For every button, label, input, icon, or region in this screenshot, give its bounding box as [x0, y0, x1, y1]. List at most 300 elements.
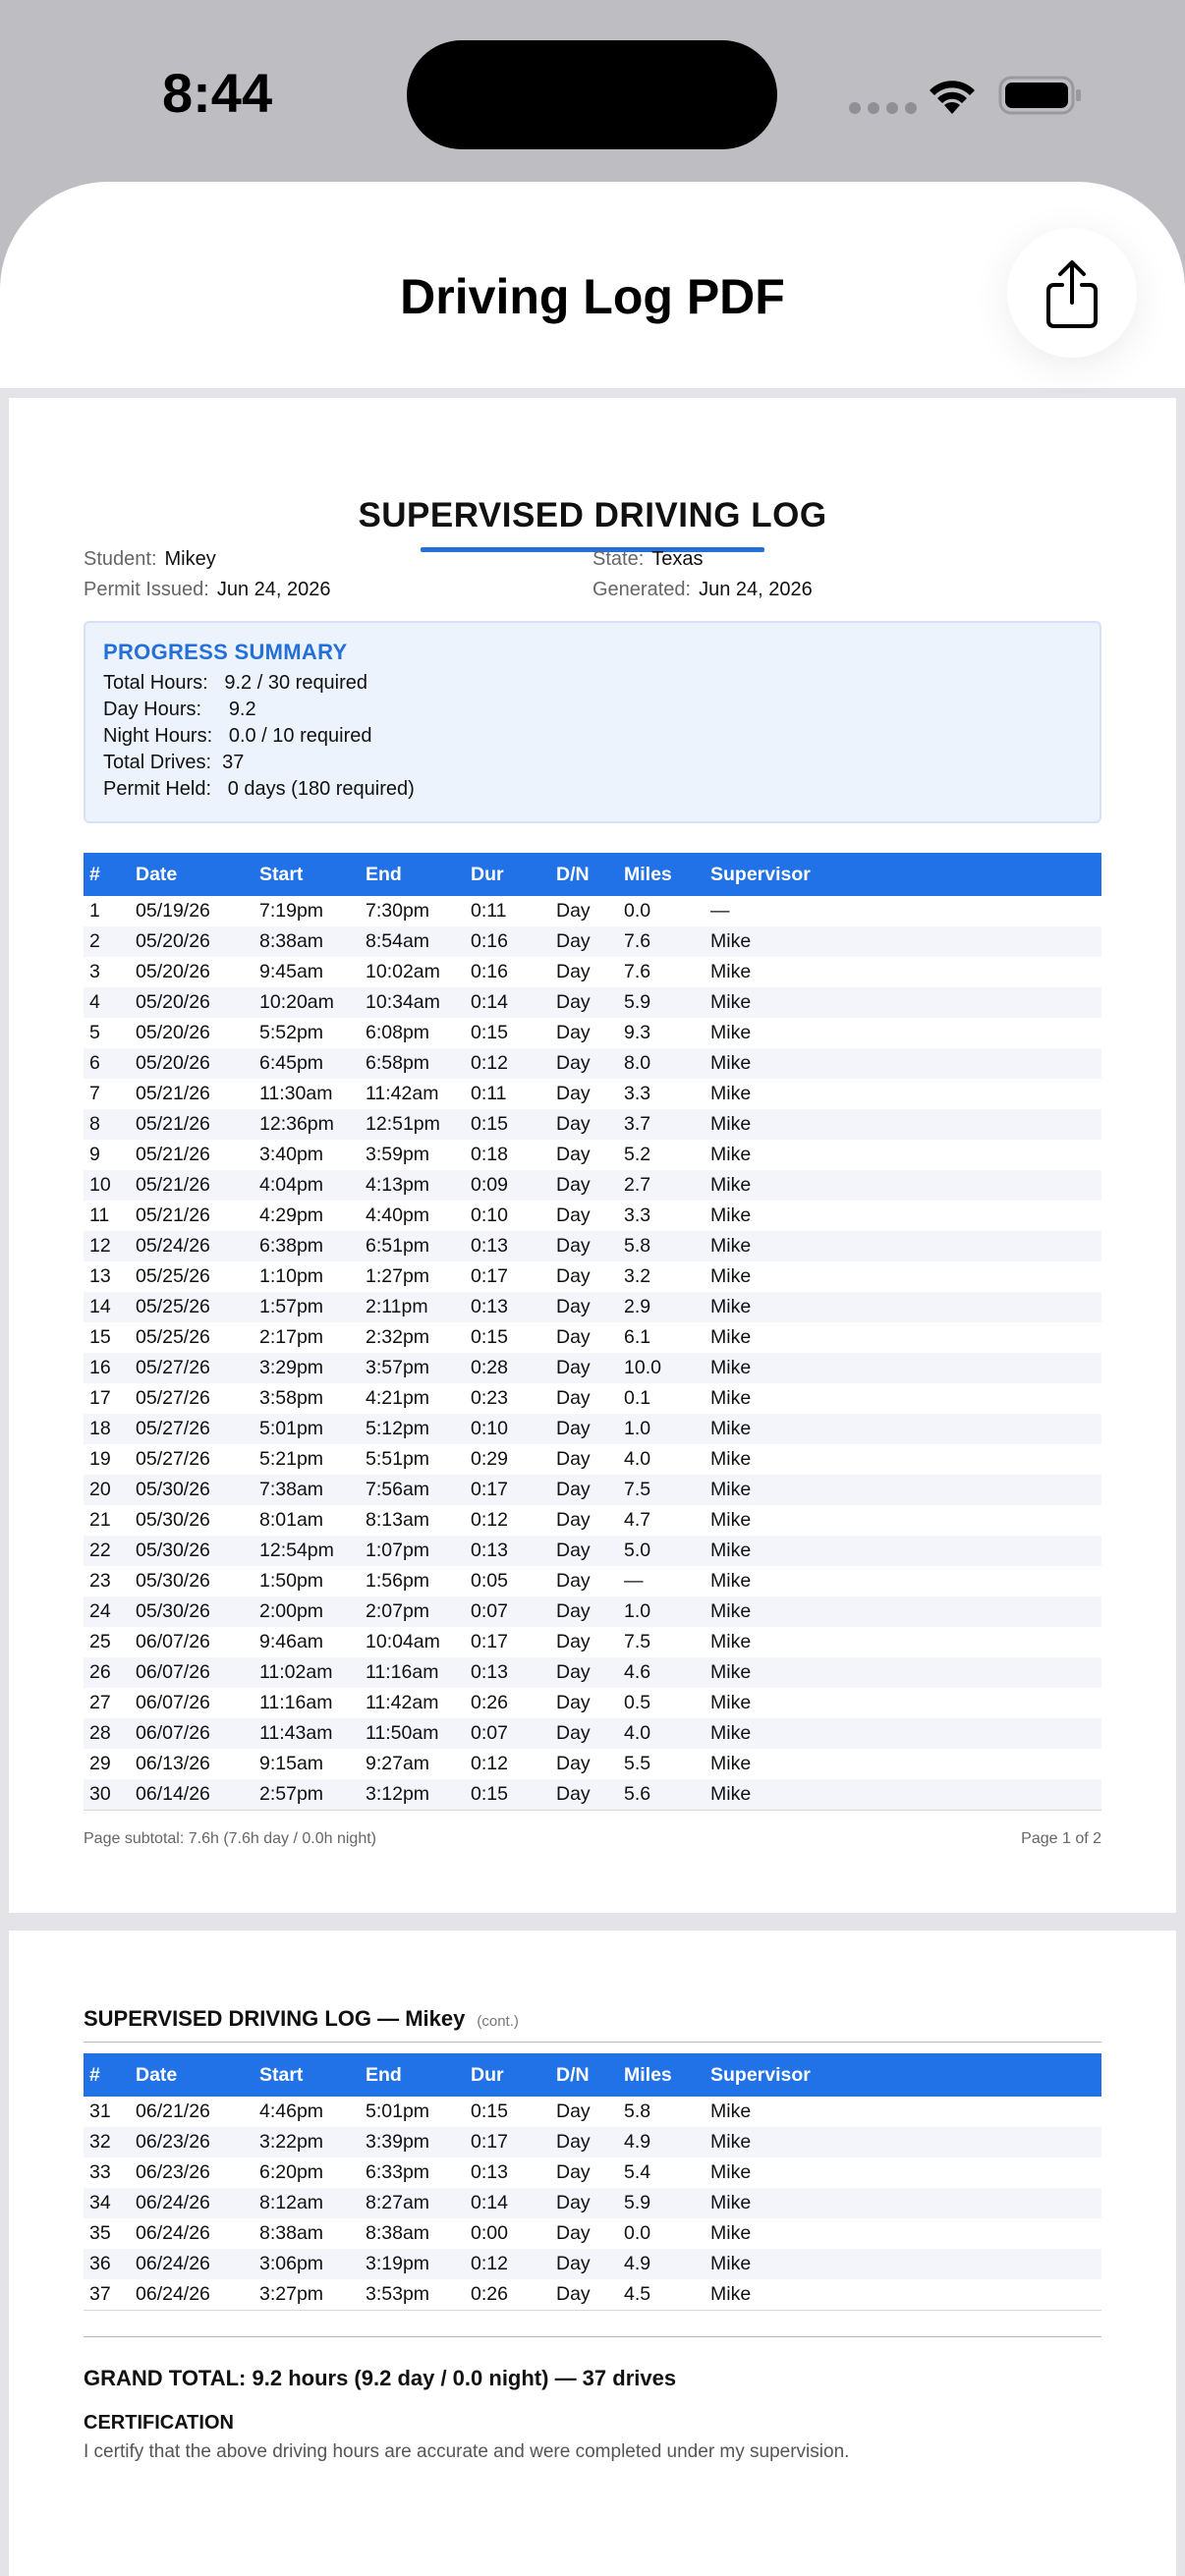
table-row [84, 987, 1101, 1018]
table-cell: 0:10 [471, 1418, 508, 1439]
column-header: D/N [556, 863, 590, 885]
table-cell: 5 [89, 1022, 100, 1043]
table-row [84, 1201, 1101, 1231]
table-cell: 05/20/26 [136, 961, 210, 982]
table-cell: 9.3 [624, 1022, 651, 1043]
table-cell: 0:15 [471, 1779, 556, 1810]
table-cell: 15 [89, 1326, 111, 1348]
table-cell: 05/25/26 [136, 1326, 210, 1348]
table-cell: 05/27/26 [136, 1357, 210, 1378]
summary-total-drives: Total Drives: 37 [103, 752, 245, 773]
meta-label: Student: [84, 548, 157, 570]
column-header: # [89, 2063, 100, 2086]
certification-text: I certify that the above driving hours are accurate and were completed under my supervision. [84, 2441, 850, 2462]
table-cell: Day [556, 1722, 591, 1744]
table-cell: Day [556, 1204, 591, 1226]
table-cell: Mike [710, 1113, 752, 1135]
table-cell: 4.9 [624, 2131, 651, 2153]
table-cell: 06/23/26 [136, 2131, 210, 2153]
table-cell: Mike [710, 1326, 752, 1348]
table-row [84, 1261, 1101, 1292]
table-cell: 5.6 [624, 1779, 710, 1810]
table-cell: Day [556, 1265, 591, 1287]
summary-permit-held: Permit Held: 0 days (180 required) [103, 778, 415, 800]
table-cell: 06/24/26 [136, 2222, 210, 2244]
meta-value: Mikey [164, 548, 216, 570]
table-cell: Day [556, 1022, 591, 1043]
divider [84, 2042, 1101, 2043]
table-row [84, 1627, 1101, 1657]
table-cell: 7:30pm [366, 900, 430, 922]
table-cell: 12:51pm [366, 1113, 440, 1135]
table-cell: 05/21/26 [136, 1113, 210, 1135]
table-row [84, 1688, 1101, 1718]
table-cell: 2 [89, 930, 100, 952]
table-cell: 12:54pm [259, 1540, 334, 1561]
table-cell: 06/24/26 [136, 2192, 210, 2213]
table-cell: 4.9 [624, 2253, 651, 2274]
table-cell: Day [556, 1779, 624, 1810]
table-cell: 4.5 [624, 2279, 710, 2310]
table-cell: 0:13 [471, 1661, 508, 1683]
drive-log-table-page1 [84, 853, 1101, 1811]
table-cell: 05/30/26 [136, 1479, 210, 1500]
table-cell: Mike [710, 1296, 752, 1317]
table-cell: 2:17pm [259, 1326, 324, 1348]
table-cell: Day [556, 1296, 591, 1317]
table-cell: 0:26 [471, 1692, 508, 1713]
table-cell: 05/20/26 [136, 1022, 210, 1043]
table-row [84, 1779, 1101, 1810]
table-cell: 25 [89, 1631, 111, 1652]
table-cell: 5.0 [624, 1540, 651, 1561]
table-cell: 0:07 [471, 1722, 508, 1744]
table-cell: 1.0 [624, 1600, 651, 1622]
table-cell: Day [556, 2100, 591, 2122]
table-cell: 05/30/26 [136, 1600, 210, 1622]
table-cell: 8:13am [366, 1509, 430, 1531]
table-cell: 24 [89, 1600, 111, 1622]
table-cell: 0:17 [471, 1265, 508, 1287]
table-cell: 05/20/26 [136, 930, 210, 952]
table-cell: 16 [89, 1357, 111, 1378]
meta-label: Generated: [592, 579, 692, 600]
table-cell: 3.3 [624, 1083, 651, 1104]
table-cell: 0:13 [471, 1235, 508, 1257]
table-cell: 05/20/26 [136, 991, 210, 1013]
table-row [84, 926, 1101, 957]
table-cell: 10:02am [366, 961, 440, 982]
table-row [84, 1718, 1101, 1749]
table-row [84, 1231, 1101, 1261]
meta-value: Texas [651, 548, 704, 570]
table-cell: 21 [89, 1509, 111, 1531]
table-cell: 7:19pm [259, 900, 324, 922]
table-row [84, 1018, 1101, 1048]
divider [84, 2336, 1101, 2337]
table-cell: 8.0 [624, 1052, 651, 1074]
column-header: Supervisor [710, 863, 811, 885]
table-cell: Mike [710, 1540, 752, 1561]
table-cell: 2:00pm [259, 1600, 324, 1622]
table-cell: Mike [710, 1357, 752, 1378]
table-cell: 9:45am [259, 961, 324, 982]
table-cell: 05/25/26 [136, 1296, 210, 1317]
table-cell: 6:08pm [366, 1022, 430, 1043]
table-row [84, 2279, 1101, 2310]
table-cell: Mike [710, 2279, 1101, 2310]
table-cell: 05/25/26 [136, 1265, 210, 1287]
table-cell: Mike [710, 2161, 752, 2183]
table-cell: 28 [89, 1722, 111, 1744]
table-cell: 4:13pm [366, 1174, 430, 1196]
table-row [84, 1749, 1101, 1779]
table-cell: 8:01am [259, 1509, 324, 1531]
table-cell: Mike [710, 2222, 752, 2244]
table-row [84, 1353, 1101, 1383]
table-cell: 8:12am [259, 2192, 324, 2213]
table-cell: 3:40pm [259, 1144, 324, 1165]
table-cell: 8:54am [366, 930, 430, 952]
meta-value: Jun 24, 2026 [699, 579, 813, 600]
table-cell: Mike [710, 2100, 752, 2122]
table-cell: 1:57pm [259, 1296, 324, 1317]
table-cell: 11 [89, 1204, 110, 1226]
table-row [84, 2097, 1101, 2127]
table-cell: 05/21/26 [136, 1204, 210, 1226]
table-cell: 4:21pm [366, 1387, 430, 1409]
table-cell: Day [556, 1326, 591, 1348]
column-header: End [366, 863, 402, 885]
column-header: Miles [624, 863, 672, 885]
table-cell: 11:02am [259, 1661, 333, 1683]
table-cell: Mike [710, 1144, 752, 1165]
table-row [84, 1383, 1101, 1414]
table-cell: 3:57pm [366, 1357, 430, 1378]
table-cell: Mike [710, 961, 752, 982]
table-cell: 27 [89, 1692, 111, 1713]
table-row [84, 1079, 1101, 1109]
table-cell: 20 [89, 1479, 111, 1500]
table-cell: 6:33pm [366, 2161, 430, 2183]
table-cell: 1.0 [624, 1418, 651, 1439]
table-cell: 5.4 [624, 2161, 651, 2183]
table-row [84, 1140, 1101, 1170]
column-header: Supervisor [710, 2063, 811, 2086]
table-cell: 0:14 [471, 991, 508, 1013]
nav-title: Driving Log PDF [400, 269, 785, 324]
table-cell: Mike [710, 1570, 752, 1592]
table-cell: 30 [84, 1779, 136, 1810]
document-title: SUPERVISED DRIVING LOG [358, 496, 827, 534]
page2-title-text: SUPERVISED DRIVING LOG — Mikey [84, 2006, 466, 2031]
table-row [84, 2127, 1101, 2157]
table-cell: 0:17 [471, 1479, 508, 1500]
table-cell: 26 [89, 1661, 111, 1683]
column-header: End [366, 2063, 402, 2086]
table-cell: 5:51pm [366, 1448, 430, 1470]
table-cell: Mike [710, 1235, 752, 1257]
column-header: Dur [471, 2063, 504, 2086]
table-cell: 3:58pm [259, 1387, 324, 1409]
table-cell: Mike [710, 1661, 752, 1683]
table-cell: 7:38am [259, 1479, 324, 1500]
column-header: Miles [624, 2063, 672, 2086]
table-row [84, 1414, 1101, 1444]
table-cell: 6 [89, 1052, 100, 1074]
column-header: Date [136, 863, 178, 885]
table-cell: 05/27/26 [136, 1448, 210, 1470]
table-cell: 0:15 [471, 1326, 508, 1348]
column-header: Start [259, 2063, 304, 2086]
table-cell: 3:12pm [366, 1779, 471, 1810]
table-cell: Day [556, 2161, 591, 2183]
table-cell: 0.5 [624, 1692, 651, 1713]
table-cell: 0:29 [471, 1448, 508, 1470]
table-cell: 0.0 [624, 900, 651, 922]
table-cell: Mike [710, 1722, 752, 1744]
meta-generated [592, 579, 813, 601]
table-cell: Mike [710, 1022, 752, 1043]
table-cell: 05/21/26 [136, 1083, 210, 1104]
table-cell: 10 [89, 1174, 111, 1196]
table-cell: Mike [710, 1753, 752, 1774]
table-cell: Mike [710, 1204, 752, 1226]
table-cell: 14 [89, 1296, 111, 1317]
table-cell: 0:18 [471, 1144, 508, 1165]
table-cell: Mike [710, 1692, 752, 1713]
table-cell: 0:17 [471, 1631, 508, 1652]
table-cell: 34 [89, 2192, 111, 2213]
table-cell: 7.5 [624, 1631, 651, 1652]
table-cell: 7.6 [624, 930, 651, 952]
table-cell: Day [556, 1052, 591, 1074]
table-cell: 0:15 [471, 1022, 508, 1043]
table-cell: 33 [89, 2161, 111, 2183]
table-row [84, 1109, 1101, 1140]
table-cell: Mike [710, 1600, 752, 1622]
table-header-row [84, 2053, 1101, 2097]
table-header-row [84, 853, 1101, 896]
table-cell: Day [556, 1600, 591, 1622]
table-cell: Day [556, 961, 591, 982]
page2-cont-label: (cont.) [477, 2013, 519, 2030]
table-cell: 13 [89, 1265, 111, 1287]
table-cell: 5:01pm [259, 1418, 324, 1439]
table-cell: 0:23 [471, 1387, 508, 1409]
table-cell: 5.9 [624, 991, 651, 1013]
table-cell: 9:27am [366, 1753, 430, 1774]
table-cell: 0:13 [471, 2161, 508, 2183]
table-cell: 7.5 [624, 1479, 651, 1500]
table-cell: 0:26 [471, 2279, 556, 2310]
table-cell: 11:30am [259, 1083, 333, 1104]
table-cell: Day [556, 1661, 591, 1683]
table-cell: 3:59pm [366, 1144, 430, 1165]
certification-heading: CERTIFICATION [84, 2412, 234, 2434]
table-cell: 6:58pm [366, 1052, 430, 1074]
table-row [84, 1322, 1101, 1353]
table-row [84, 896, 1101, 926]
table-cell: 31 [89, 2100, 111, 2122]
summary-day-hours: Day Hours: 9.2 [103, 699, 256, 720]
table-cell: 06/24/26 [136, 2253, 210, 2274]
table-cell: 4:40pm [366, 1204, 430, 1226]
table-cell: 0:16 [471, 930, 508, 952]
table-cell: 0:12 [471, 2253, 508, 2274]
table-cell: 06/07/26 [136, 1692, 210, 1713]
table-cell: 05/21/26 [136, 1144, 210, 1165]
table-cell: 3 [89, 961, 100, 982]
table-cell: 3:27pm [259, 2279, 366, 2310]
table-cell: 5.9 [624, 2192, 651, 2213]
table-cell: 3:53pm [366, 2279, 471, 2310]
table-cell: 05/30/26 [136, 1540, 210, 1561]
table-cell: 0:28 [471, 1357, 508, 1378]
table-cell: 0.1 [624, 1387, 651, 1409]
table-cell: 4.0 [624, 1448, 651, 1470]
table-cell: 1:27pm [366, 1265, 430, 1287]
table-cell: 0:12 [471, 1052, 508, 1074]
table-cell: 10.0 [624, 1357, 661, 1378]
table-cell: 3.7 [624, 1113, 651, 1135]
summary-night-hours: Night Hours: 0.0 / 10 required [103, 725, 372, 747]
wifi-icon [926, 75, 979, 116]
table-cell: Day [556, 1235, 591, 1257]
table-cell: Day [556, 2253, 591, 2274]
table-cell: 1:50pm [259, 1570, 324, 1592]
table-cell: 0:13 [471, 1540, 508, 1561]
table-cell: 06/24/26 [136, 2279, 259, 2310]
table-cell: 6:45pm [259, 1052, 324, 1074]
table-cell: Mike [710, 1509, 752, 1531]
table-cell: 12 [89, 1235, 111, 1257]
table-cell: 9:15am [259, 1753, 324, 1774]
table-cell: 32 [89, 2131, 111, 2153]
status-bar [0, 0, 1185, 182]
column-header: Date [136, 2063, 178, 2086]
table-cell: 1 [89, 900, 100, 922]
table-cell: 4.7 [624, 1509, 651, 1531]
table-row [84, 2188, 1101, 2218]
table-cell: 06/07/26 [136, 1722, 210, 1744]
table-cell: 11:50am [366, 1722, 439, 1744]
grand-total: GRAND TOTAL: 9.2 hours (9.2 day / 0.0 night) — 37 drives [84, 2366, 677, 2390]
table-cell: 0:13 [471, 1296, 508, 1317]
table-cell: Day [556, 1692, 591, 1713]
table-cell: 4:46pm [259, 2100, 324, 2122]
column-header: D/N [556, 2063, 590, 2086]
table-cell: Day [556, 1083, 591, 1104]
column-header: Dur [471, 863, 504, 885]
table-cell: 9 [89, 1144, 100, 1165]
table-row [84, 2218, 1101, 2249]
table-cell: 11:16am [366, 1661, 439, 1683]
table-cell: 7.6 [624, 961, 651, 982]
table-cell: 3:22pm [259, 2131, 324, 2153]
table-cell: 4.0 [624, 1722, 651, 1744]
table-row [84, 2157, 1101, 2188]
table-cell: 0:17 [471, 2131, 508, 2153]
table-cell: 4:29pm [259, 1204, 324, 1226]
table-cell: 0:07 [471, 1600, 508, 1622]
table-cell: Mike [710, 1779, 1101, 1810]
table-cell: Day [556, 1509, 591, 1531]
meta-permit [84, 579, 330, 601]
table-cell: Mike [710, 2131, 752, 2153]
table-cell: Mike [710, 1448, 752, 1470]
table-row [84, 1505, 1101, 1536]
navigation-bar [0, 182, 1185, 388]
progress-summary-box [84, 621, 1101, 823]
table-cell: 8:38am [259, 2222, 324, 2244]
table-cell: 5:12pm [366, 1418, 430, 1439]
table-cell: 11:42am [366, 1692, 439, 1713]
table-cell: 1:07pm [366, 1540, 430, 1561]
table-cell: Day [556, 1448, 591, 1470]
pdf-preview-sheet [0, 182, 1185, 2576]
table-cell: 0:11 [471, 900, 507, 922]
table-row [84, 1596, 1101, 1627]
table-cell: 0:00 [471, 2222, 508, 2244]
summary-title: PROGRESS SUMMARY [103, 640, 348, 664]
table-cell: Mike [710, 2253, 752, 2274]
table-cell: 0:14 [471, 2192, 508, 2213]
drive-log-table-page2 [84, 2053, 1101, 2311]
page-subtotal: Page subtotal: 7.6h (7.6h day / 0.0h night) [84, 1830, 376, 1847]
table-cell: Day [556, 1144, 591, 1165]
table-cell: 0:16 [471, 961, 508, 982]
pdf-page-1 [9, 398, 1176, 1913]
column-header: Start [259, 863, 304, 885]
table-cell: 05/21/26 [136, 1174, 210, 1196]
table-cell: 06/07/26 [136, 1631, 210, 1652]
meta-label: Permit Issued: [84, 579, 209, 600]
table-cell: Day [556, 1753, 591, 1774]
table-cell: 8:27am [366, 2192, 430, 2213]
table-cell: 5:52pm [259, 1022, 324, 1043]
table-cell: 29 [89, 1753, 111, 1774]
meta-student [84, 548, 216, 571]
table-cell: Day [556, 930, 591, 952]
table-cell: Day [556, 2222, 591, 2244]
table-cell: 37 [84, 2279, 136, 2310]
table-cell: 7:56am [366, 1479, 430, 1500]
table-cell: 5.5 [624, 1753, 651, 1774]
table-cell: 3:39pm [366, 2131, 430, 2153]
table-cell: 19 [89, 1448, 111, 1470]
table-cell: 06/21/26 [136, 2100, 210, 2122]
table-cell: 5:21pm [259, 1448, 324, 1470]
table-cell: 4 [89, 991, 100, 1013]
table-cell: 2:11pm [366, 1296, 428, 1317]
table-cell: 05/27/26 [136, 1387, 210, 1409]
table-cell: 2.9 [624, 1296, 651, 1317]
table-cell: Day [556, 1113, 591, 1135]
share-button[interactable] [1007, 228, 1137, 358]
table-cell: 6:38pm [259, 1235, 324, 1257]
table-cell: 0:15 [471, 1113, 508, 1135]
table-cell: 11:42am [366, 1083, 439, 1104]
table-cell: Day [556, 2192, 591, 2213]
table-cell: 05/30/26 [136, 1509, 210, 1531]
table-cell: 8 [89, 1113, 100, 1135]
table-cell: 06/23/26 [136, 2161, 210, 2183]
page2-title [84, 2006, 519, 2032]
table-cell: 35 [89, 2222, 111, 2244]
table-row [84, 1048, 1101, 1079]
table-cell: 2:07pm [366, 1600, 430, 1622]
